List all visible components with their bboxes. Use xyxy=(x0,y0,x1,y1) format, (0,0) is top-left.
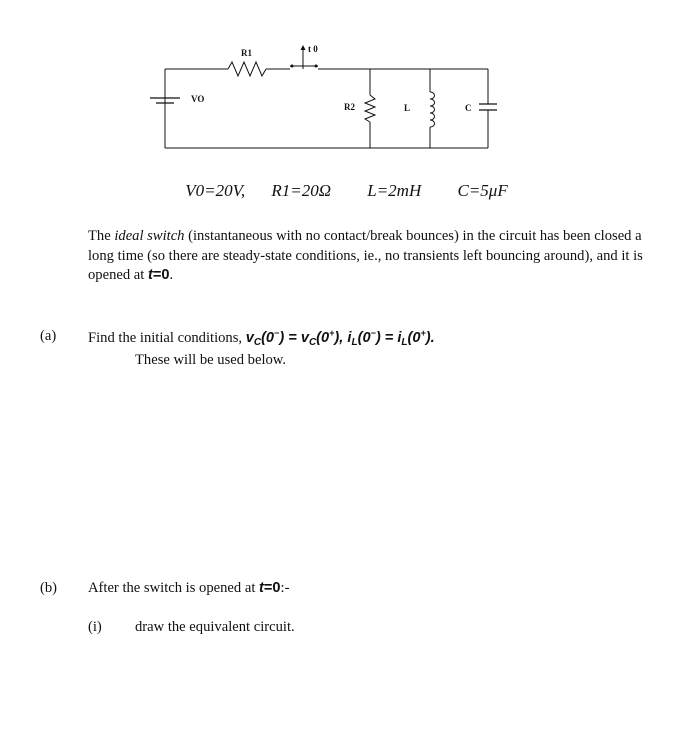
var-i-2: i xyxy=(397,330,402,346)
arg-open: (0 xyxy=(261,330,275,346)
arg-open-3: (0 xyxy=(357,330,371,346)
part-b-label: (b) xyxy=(40,580,58,596)
intro-ideal-switch: ideal switch xyxy=(114,228,185,244)
circuit-parameters xyxy=(0,181,693,201)
arg-open-2: (0 xyxy=(316,330,330,346)
label-v0: VO xyxy=(191,94,205,104)
arg-close-eq: ) = xyxy=(279,330,301,346)
var-v: v xyxy=(245,330,254,346)
part-b-question xyxy=(88,580,289,597)
arg-close-end: ). xyxy=(425,330,435,346)
intro-end: . xyxy=(169,267,174,284)
part-a-question xyxy=(88,328,435,348)
intro-t: t xyxy=(147,267,153,284)
intro-paragraph xyxy=(88,227,643,286)
sup-plus-2: + xyxy=(420,328,426,338)
part-b-t: t xyxy=(259,580,264,596)
sub-c-2: C xyxy=(308,337,317,348)
param-v0: V0=20V, xyxy=(185,181,246,200)
arg-open-4: (0 xyxy=(407,330,421,346)
vc-minus-term xyxy=(246,330,435,346)
part-b-i-label: (i) xyxy=(88,619,102,635)
part-a-label: (a) xyxy=(40,328,57,344)
resistor-r2 xyxy=(365,95,375,122)
sup-minus-2: − xyxy=(370,328,376,338)
arg-close-comma: ), xyxy=(334,330,348,346)
inductor-l xyxy=(430,92,435,127)
part-a-text: Find the initial conditions, xyxy=(88,330,246,346)
arg-close-eq-2: ) = xyxy=(375,330,398,346)
circuit-diagram xyxy=(0,0,693,160)
part-b-eq: =0 xyxy=(263,580,281,596)
param-c: C=5μF xyxy=(457,181,508,200)
label-r1: R1 xyxy=(241,48,252,58)
label-l: L xyxy=(404,103,411,113)
intro-text-1: The xyxy=(88,228,115,244)
part-b-i-text: draw the equivalent circuit. xyxy=(135,619,295,635)
param-l: L=2mH xyxy=(367,181,422,200)
sup-plus: + xyxy=(329,328,335,338)
label-r2: R2 xyxy=(344,102,355,112)
resistor-r1 xyxy=(228,62,266,76)
var-i: i xyxy=(347,330,352,346)
intro-text-2: (instantaneous with no contact/break bounces) in the circuit has been closed a long time (so there are steady-state conditions, ie., no transients left bouncing around), and it is opened at xyxy=(88,228,643,284)
label-switch: t 0 xyxy=(308,44,318,54)
sub-l: L xyxy=(351,337,358,348)
switch-contact-left xyxy=(291,65,294,68)
intro-eq-zero: =0 xyxy=(152,267,170,284)
sub-c: C xyxy=(253,337,262,348)
part-b-text: After the switch is opened at xyxy=(88,580,260,596)
var-v-2: v xyxy=(300,330,309,346)
param-r1: R1=20Ω xyxy=(271,181,331,200)
switch-arrow xyxy=(301,45,306,50)
sub-l-2: L xyxy=(401,337,408,348)
switch-contact-right xyxy=(315,65,318,68)
sup-minus: − xyxy=(274,328,280,338)
label-c: C xyxy=(465,103,472,113)
part-a-note: These will be used below. xyxy=(135,352,287,368)
part-b-tail: :- xyxy=(280,580,290,596)
